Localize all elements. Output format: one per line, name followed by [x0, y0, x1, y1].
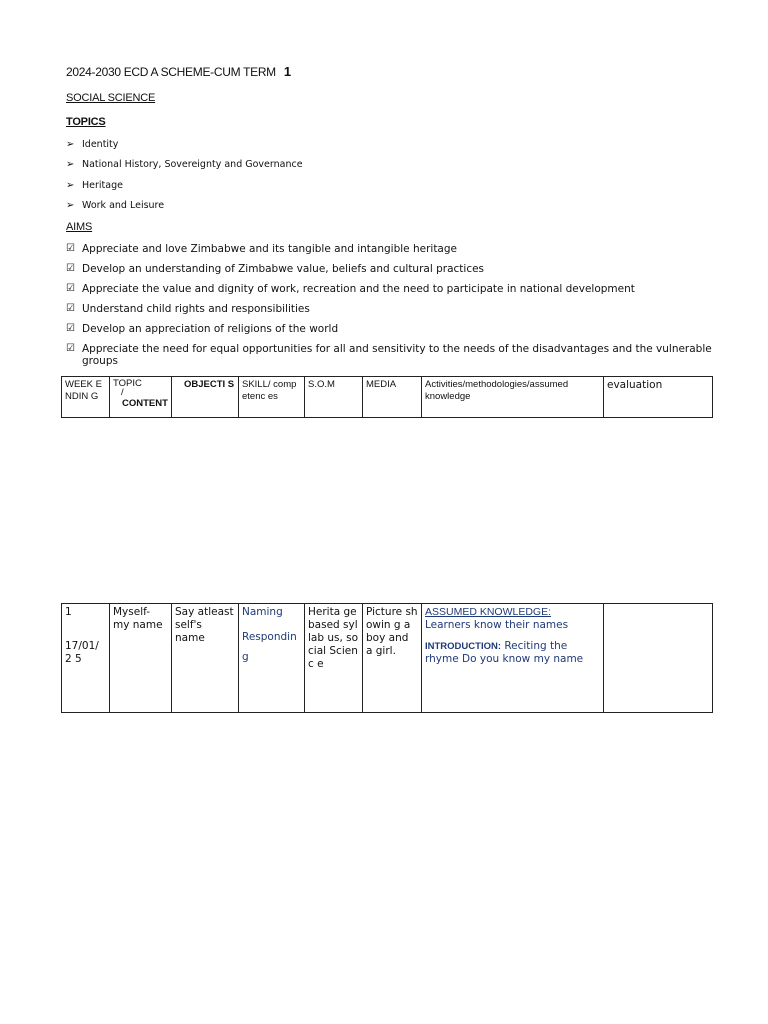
- list-item: ☑ Understand child rights and responsibilities: [66, 303, 310, 315]
- aims-list: [66, 243, 722, 367]
- assumed-knowledge-text: Learners know their names: [425, 619, 569, 631]
- checkbox-bullet-icon: ☑: [66, 283, 75, 294]
- header-week: WEEK ENDIN G: [62, 377, 110, 418]
- list-item: ➢ National History, Sovereignty and Governance: [66, 159, 303, 171]
- cell-topic: Myself- my name: [110, 604, 172, 713]
- list-item: ➢ Identity: [66, 139, 119, 150]
- checkbox-bullet-icon: ☑: [66, 263, 75, 274]
- term-number: 1: [283, 64, 291, 79]
- week-number: 1: [65, 606, 72, 618]
- arrow-bullet-icon: ➢: [66, 159, 75, 171]
- skill-responding: Respondin g: [242, 631, 297, 663]
- assumed-knowledge-label: ASSUMED KNOWLEDGE:: [425, 606, 552, 618]
- cell-evaluation: [604, 604, 713, 713]
- introduction-text: Reciting the rhyme Do you know my name: [425, 640, 584, 665]
- list-item: ➢ Work and Leisure: [66, 199, 165, 211]
- aims-heading: AIMS: [66, 221, 93, 233]
- list-item: ☑ Appreciate and love Zimbabwe and its tangible and intangible heritage: [66, 243, 457, 255]
- skill-naming: Naming: [242, 606, 283, 618]
- scheme-header-table: [61, 376, 713, 418]
- table-row: [62, 604, 713, 713]
- header-activities: Activities/methodologies/assumed knowledge: [422, 377, 604, 418]
- list-item: ☑ Appreciate the need for equal opportunities for all and sensitivity to the needs of the disadvantages and the vulnerable groups: [66, 343, 712, 367]
- cell-activities: [422, 604, 604, 713]
- document-title: [66, 64, 291, 79]
- subject-heading: SOCIAL SCIENCE: [66, 92, 156, 104]
- checkbox-bullet-icon: ☑: [66, 303, 75, 314]
- arrow-bullet-icon: ➢: [66, 139, 75, 150]
- header-topic: TOPIC / CONTENT: [110, 377, 172, 418]
- list-item: ☑ Develop an appreciation of religions of the world: [66, 323, 339, 335]
- cell-media: Picture showin g a boy and a girl.: [363, 604, 422, 713]
- introduction-label: INTRODUCTION:: [425, 641, 501, 652]
- topics-heading: TOPICS: [66, 116, 106, 128]
- checkbox-bullet-icon: ☑: [66, 243, 75, 254]
- checkbox-bullet-icon: ☑: [66, 343, 75, 354]
- cell-som: Herita ge based syllab us, social Scienc e: [305, 604, 363, 713]
- week-date: 17/01/ 2 5: [65, 640, 99, 665]
- list-item: ☑ Develop an understanding of Zimbabwe value, beliefs and cultural practices: [66, 263, 485, 275]
- arrow-bullet-icon: ➢: [66, 179, 75, 191]
- introduction: [425, 640, 600, 666]
- header-som: S.O.M: [305, 377, 363, 418]
- scheme-row-table: [61, 603, 713, 713]
- arrow-bullet-icon: ➢: [66, 199, 75, 211]
- cell-skill: [239, 604, 305, 713]
- cell-objective: Say atleast self's name: [172, 604, 239, 713]
- table-header-row: [62, 377, 713, 418]
- title-text: 2024-2030 ECD A SCHEME-CUM TERM: [66, 65, 276, 79]
- list-item: ➢ Heritage: [66, 179, 123, 191]
- header-evaluation: evaluation: [604, 377, 713, 418]
- header-skill: SKILL/ competenc es: [239, 377, 305, 418]
- checkbox-bullet-icon: ☑: [66, 323, 75, 334]
- list-item: ☑ Appreciate the value and dignity of work, recreation and the need to participate in national development: [66, 283, 635, 295]
- header-media: MEDIA: [363, 377, 422, 418]
- header-objectives: OBJECTI S: [172, 377, 239, 418]
- topics-list: [66, 139, 303, 220]
- cell-week: [62, 604, 110, 713]
